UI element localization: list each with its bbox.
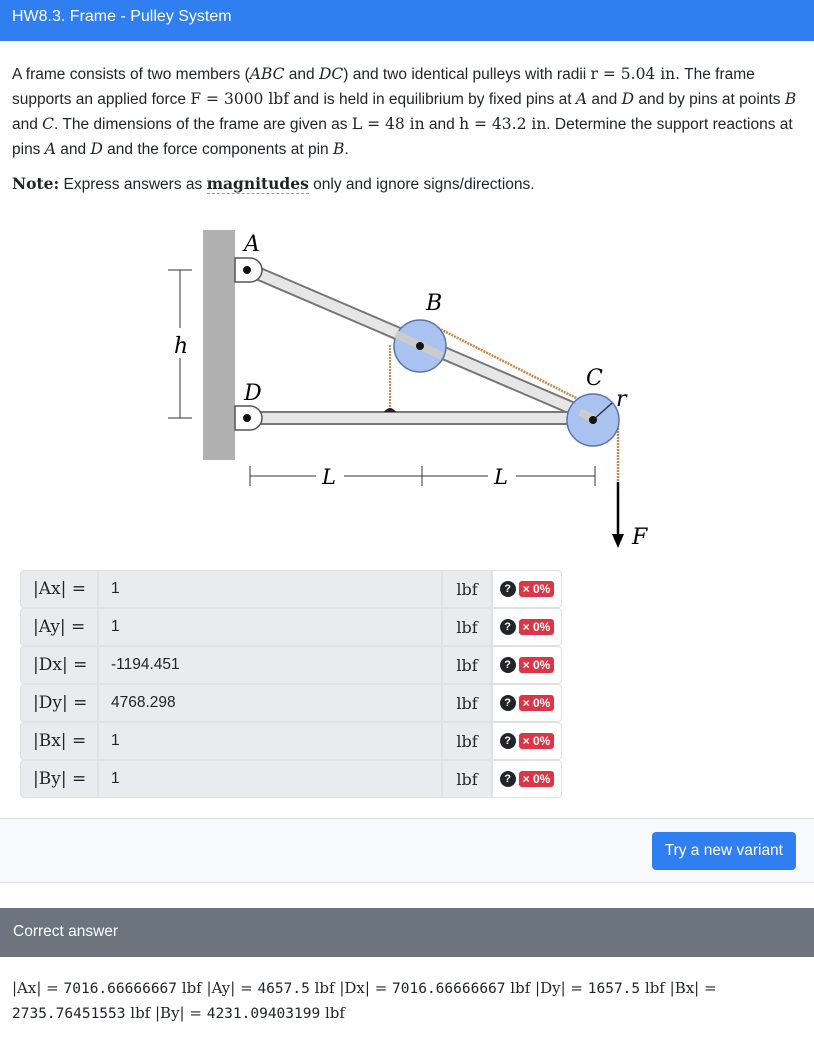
correct-answer-title: Correct answer [13, 923, 119, 940]
answer-form [20, 570, 562, 798]
score-badge: × 0% [519, 581, 555, 597]
score-badge: × 0% [519, 695, 555, 711]
answer-row-bx: |Bx| = 1 lbf ? × 0% [20, 722, 562, 760]
label-c: C [586, 366, 603, 391]
label-r: r [616, 387, 627, 412]
page-header [0, 0, 814, 41]
label-d: D [244, 381, 262, 406]
score-badge: × 0% [519, 657, 555, 673]
frame-pulley-figure [150, 220, 670, 560]
l2-label: L [494, 465, 508, 489]
h-label: h [174, 334, 189, 359]
wall [203, 230, 235, 460]
help-icon[interactable]: ? [500, 619, 516, 635]
problem-statement: A frame consists of two members (ABC and DC) and two identical pulleys with radii r = 5.04 in. The frame supports an applied force F = 3000 lbf and is held in equilibrium by fixed pins at A and D and by pins at points B and C. The dimensions of the frame are given as L = 48 in and h = 43.2 in. Determine the support reactions at pins A and D and the force components at pin B. [12, 65, 797, 158]
input-dy[interactable]: 4768.298 [98, 684, 442, 722]
answer-row-dy: |Dy| = 4768.298 lbf ? × 0% [20, 684, 562, 722]
help-icon[interactable]: ? [500, 771, 516, 787]
answer-row-ay: |Ay| = 1 lbf ? × 0% [20, 608, 562, 646]
input-bx[interactable]: 1 [98, 722, 442, 760]
note: Note: Express answers as magnitudes only and ignore signs/directions. [12, 174, 535, 193]
correct-answer-body: |Ax| = 7016.66666667 lbf |Ay| = 4657.5 lbf |Dx| = 7016.66666667 lbf |Dy| = 1657.5 lbf |Bx| = 2735.76451553 lbf |By| = 4231.09403199 lbf [12, 979, 717, 1022]
answer-row-by: |By| = 1 lbf ? × 0% [20, 760, 562, 798]
score-badge: × 0% [519, 619, 555, 635]
input-ax[interactable]: 1 [98, 570, 442, 608]
score-badge: × 0% [519, 771, 555, 787]
page-title: HW8.3. Frame - Pulley System [12, 8, 232, 25]
correct-answer-header [0, 908, 814, 957]
label-a: A [244, 232, 260, 257]
help-icon[interactable]: ? [500, 581, 516, 597]
score-badge: × 0% [519, 733, 555, 749]
input-dx[interactable]: -1194.451 [98, 646, 442, 684]
question-footer [0, 819, 814, 883]
label-b: B [426, 291, 443, 316]
help-icon[interactable]: ? [500, 733, 516, 749]
figure-svg [150, 220, 670, 560]
help-icon[interactable]: ? [500, 657, 516, 673]
answer-row-dx: |Dx| = -1194.451 lbf ? × 0% [20, 646, 562, 684]
input-by[interactable]: 1 [98, 760, 442, 798]
l1-label: L [322, 465, 336, 489]
try-new-variant-button[interactable]: Try a new variant [652, 832, 796, 870]
note-label: Note: [12, 174, 60, 193]
input-ay[interactable]: 1 [98, 608, 442, 646]
label-f: F [632, 525, 648, 550]
answer-row-ax: |Ax| = 1 lbf ? × 0% [20, 570, 562, 608]
help-icon[interactable]: ? [500, 695, 516, 711]
magnitudes-tooltip[interactable]: magnitudes [206, 174, 309, 193]
